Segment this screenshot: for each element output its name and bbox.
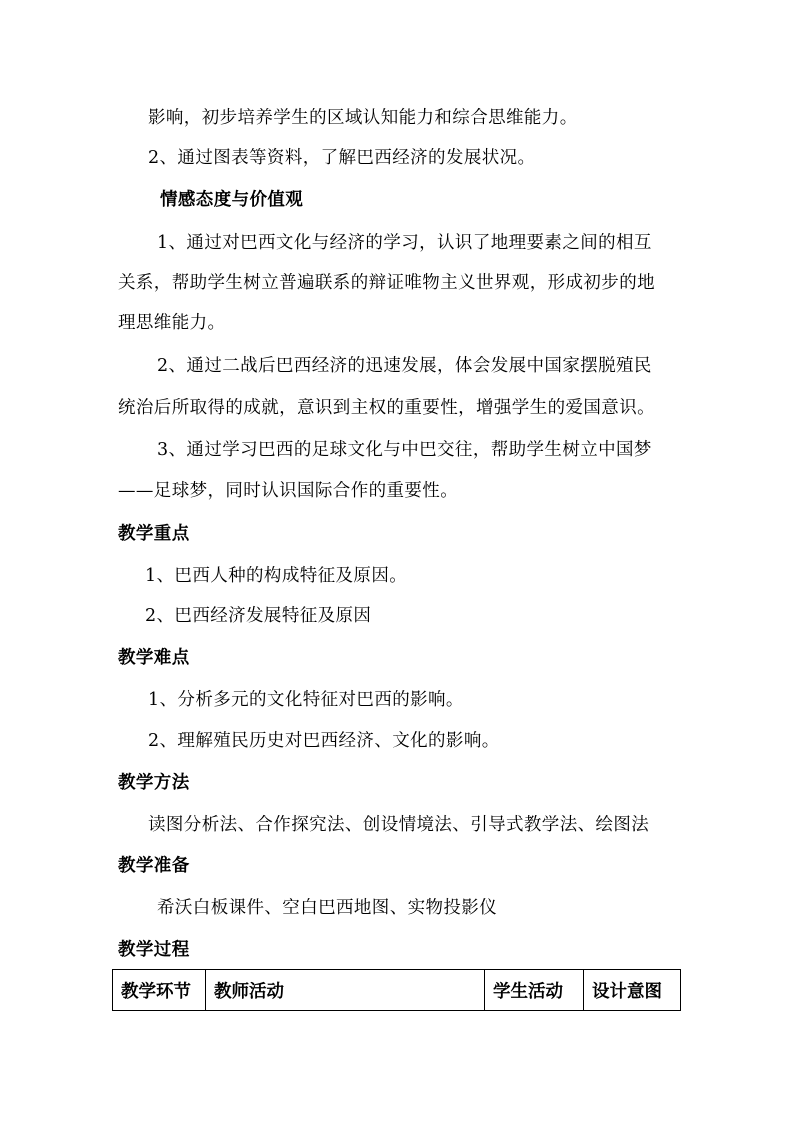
section-heading: 教学难点 [118, 648, 190, 668]
column-header-intent: 设计意图 [584, 970, 681, 1011]
objective-line: 2、通过图表等资料，了解巴西经济的发展状况。 [148, 148, 536, 168]
list-item: 2、理解殖民历史对巴西经济、文化的影响。 [148, 731, 500, 751]
paragraph-line: 1、通过对巴西文化与经济的学习，认识了地理要素之间的相互 [157, 233, 652, 253]
section-heading: 教学准备 [118, 856, 190, 876]
column-header-teacher: 教师活动 [206, 970, 485, 1011]
objective-line: 影响，初步培养学生的区域认知能力和综合思维能力。 [148, 108, 578, 128]
section-heading: 教学重点 [118, 524, 190, 544]
column-header-stage: 教学环节 [113, 970, 206, 1011]
paragraph-line: ——足球梦，同时认识国际合作的重要性。 [118, 481, 459, 501]
section-heading: 教学过程 [118, 940, 190, 960]
paragraph-line: 2、通过二战后巴西经济的迅速发展，体会发展中国家摆脱殖民 [157, 356, 652, 376]
paragraph-line: 理思维能力。 [118, 313, 226, 333]
paragraph-line: 关系，帮助学生树立普遍联系的辩证唯物主义世界观，形成初步的地 [118, 273, 655, 293]
process-table [112, 969, 681, 1011]
preparation-text: 希沃白板课件、空白巴西地图、实物投影仪 [157, 898, 498, 918]
list-item: 1、巴西人种的构成特征及原因。 [145, 566, 408, 586]
section-heading: 情感态度与价值观 [160, 190, 304, 210]
paragraph-line: 3、通过学习巴西的足球文化与中巴交往，帮助学生树立中国梦 [157, 440, 652, 460]
table-header-row [113, 970, 681, 1011]
column-header-student: 学生活动 [485, 970, 584, 1011]
paragraph-line: 统治后所取得的成就，意识到主权的重要性，增强学生的爱国意识。 [118, 398, 655, 418]
section-heading: 教学方法 [118, 773, 190, 793]
methods-text: 读图分析法、合作探究法、创设情境法、引导式教学法、绘图法 [148, 815, 650, 835]
list-item: 1、分析多元的文化特征对巴西的影响。 [148, 690, 464, 710]
list-item: 2、巴西经济发展特征及原因 [145, 606, 372, 626]
